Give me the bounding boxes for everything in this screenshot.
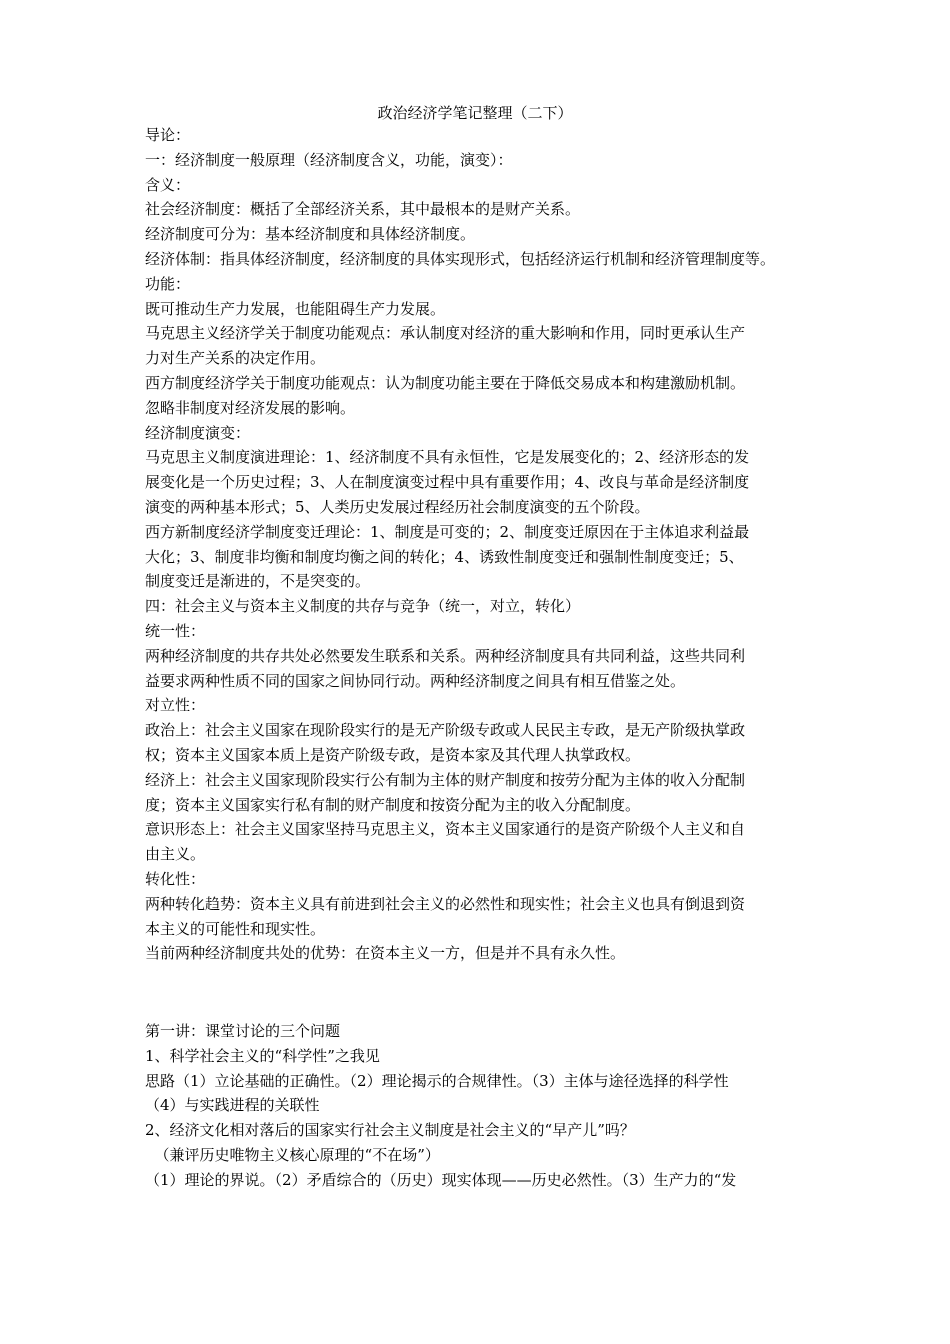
text-line: 经济上：社会主义国家现阶段实行公有制为主体的财产制度和按劳分配为主体的收入分配制 — [145, 770, 746, 789]
text-line: 转化性： — [145, 869, 206, 888]
text-line: （4）与实践进程的关联性 — [145, 1096, 320, 1115]
text-line: 意识形态上：社会主义国家坚持马克思主义，资本主义国家通行的是资产阶级个人主义和自 — [145, 820, 746, 839]
document-title: 政治经济学笔记整理（二下） — [377, 104, 573, 122]
text-line: 两种转化趋势：资本主义具有前进到社会主义的必然性和现实性；社会主义也具有倒退到资 — [145, 894, 746, 913]
text-line: 马克思主义制度演进理论：1、经济制度不具有永恒性，它是发展变化的；2、经济形态的发 — [145, 448, 750, 467]
text-line: 经济制度演变： — [145, 423, 251, 442]
text-line: 第一讲：课堂讨论的三个问题 — [145, 1022, 341, 1040]
text-line: 社会经济制度：概括了全部经济关系，其中最根本的是财产关系。 — [145, 200, 581, 219]
text-line: 一：经济制度一般原理（经济制度含义，功能，演变）： — [145, 150, 513, 169]
text-line: 统一性： — [145, 621, 206, 640]
text-line: 力对生产关系的决定作用。 — [145, 349, 326, 368]
text-line: 1、科学社会主义的“科学性”之我见 — [145, 1046, 380, 1065]
section-lecture-one — [145, 1019, 845, 1193]
text-line: 导论： — [145, 126, 191, 144]
text-line: 2、经济文化相对落后的国家实行社会主义制度是社会主义的“早产儿”吗？ — [145, 1121, 635, 1140]
text-line: 含义： — [145, 175, 191, 194]
text-line: 当前两种经济制度共处的优势：在资本主义一方，但是并不具有永久性。 — [145, 944, 626, 963]
text-line: 西方新制度经济学制度变迁理论：1、制度是可变的；2、制度变迁原因在于主体追求利益最 — [145, 522, 750, 541]
text-line: 大化；3、制度非均衡和制度均衡之间的转化；4、诱致性制度变迁和强制性制度变迁；5、 — [145, 547, 744, 566]
text-line: 两种经济制度的共存共处必然要发生联系和关系。两种经济制度具有共同利益，这些共同利 — [145, 646, 746, 665]
text-line: 经济制度可分为：基本经济制度和具体经济制度。 — [145, 225, 476, 244]
text-line: 既可推动生产力发展，也能阻碍生产力发展。 — [145, 299, 446, 318]
text-line: 四：社会主义与资本主义制度的共存与竞争（统一，对立，转化） — [145, 597, 581, 616]
text-line: 本主义的可能性和现实性。 — [145, 919, 326, 938]
text-line: 由主义。 — [145, 845, 206, 864]
text-line: 对立性： — [145, 696, 206, 715]
text-line: 益要求两种性质不同的国家之间协同行动。两种经济制度之间具有相互借鉴之处。 — [145, 671, 686, 690]
text-line: （1）理论的界说。（2）矛盾综合的（历史）现实体现——历史必然性。（3）生产力的“发 — [145, 1170, 737, 1189]
text-line: 功能： — [145, 274, 191, 293]
text-line: 演变的两种基本形式；5、人类历史发展过程经历社会制度演变的五个阶段。 — [145, 497, 650, 516]
text-line: 权；资本主义国家本质上是资产阶级专政，是资本家及其代理人执掌政权。 — [145, 745, 641, 764]
text-line: 忽略非制度对经济发展的影响。 — [145, 398, 356, 417]
text-line: 马克思主义经济学关于制度功能观点：承认制度对经济的重大影响和作用，同时更承认生产 — [145, 324, 746, 343]
text-line: 展变化是一个历史过程；3、人在制度演变过程中具有重要作用；4、改良与革命是经济制度 — [145, 473, 750, 492]
text-line: （兼评历史唯物主义核心原理的“不在场”） — [145, 1145, 440, 1164]
text-line: 西方制度经济学关于制度功能观点：认为制度功能主要在于降低交易成本和构建激励机制。 — [145, 373, 746, 392]
text-line: 度；资本主义国家实行私有制的财产制度和按资分配为主的收入分配制度。 — [145, 795, 641, 814]
text-line: 思路（1）立论基础的正确性。（2）理论揭示的合规律性。（3）主体与途径选择的科学性 — [145, 1071, 729, 1090]
text-line: 政治上：社会主义国家在现阶段实行的是无产阶级专政或人民民主专政，是无产阶级执掌政 — [145, 721, 746, 740]
text-line: 制度变迁是渐进的，不是突变的。 — [145, 572, 371, 591]
text-line: 经济体制：指具体经济制度，经济制度的具体实现形式，包括经济运行机制和经济管理制度等。 — [145, 249, 776, 268]
section-intro — [145, 123, 845, 966]
